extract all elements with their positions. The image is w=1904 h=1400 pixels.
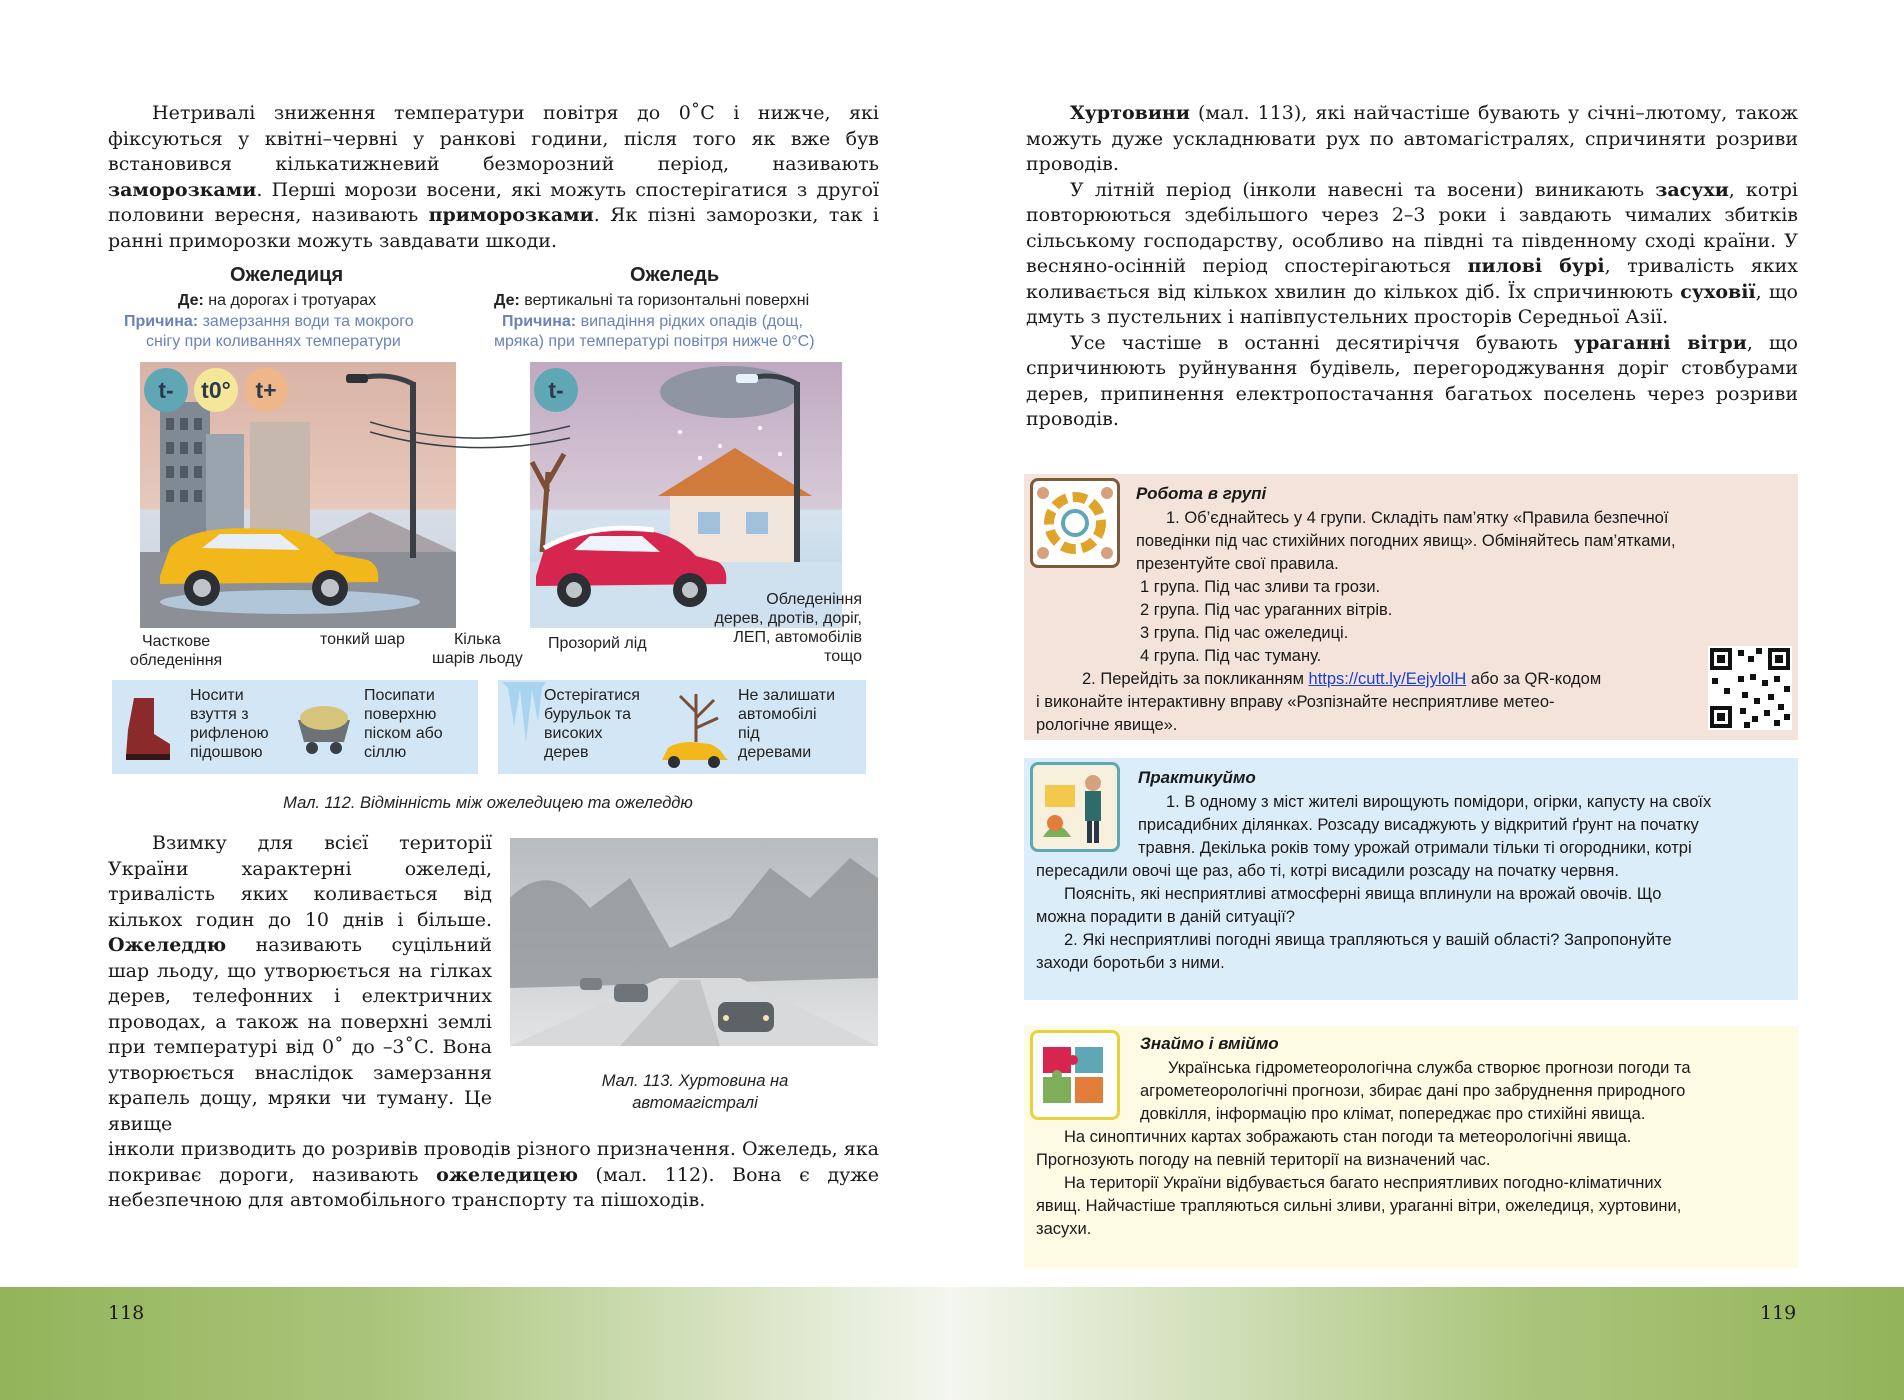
callout-thin-layer: тонкий шар	[320, 631, 405, 648]
glaze-scene	[530, 362, 842, 628]
group-task2-line2: і виконайте інтерактивну вправу «Розпізнайте несприятливе метео-	[1036, 693, 1555, 711]
tip-car-under-trees: Не залишати автомобілі під деревами	[738, 687, 836, 761]
group-task1-line2: поведінки під час стихійних погодних явищ». Обміняйтесь пам’ятками,	[1136, 532, 1676, 550]
tip-ribbed-shoes: Носити взуття з рифленою підошвою	[190, 687, 269, 761]
task-link[interactable]: https://cutt.ly/EejylolH	[1308, 670, 1467, 688]
qr-code-icon[interactable]	[1708, 646, 1792, 730]
group-task1-line3: презентуйте свої правила.	[1136, 555, 1339, 573]
know-line6: На території України відбувається багато несприятливих погодно-кліматичних	[1064, 1174, 1662, 1192]
group-work-title: Робота в групі	[1136, 484, 1267, 503]
blizzard-paragraph: Хуртовини (мал. 113), які найчастіше бувають у січні–лютому, також можуть дуже ускладнювати рух по автомагістралях, спричиняти розриви проводів. У літній період (інколи навесні та восени) виникають засухи, котрі повторюються здебільшого через 2–3 роки і завдають чималих збитків сільському господарству, особливо на півдні та південному сході країни. У весняно-осінній період спостерігаються пилові бурі, тривалість яких коливається від кількох хвилин до кількох діб. Їх спричинюють суховії, що дмуть з пустельних і напівпустельних просторів Середньої Азії. Усе частіше в останні десятиріччя бувають ураганні вітри, що спричинюють руйнування будівель, перегороджування доріг стовбурами дерев, припинення електропостачання багатьох поселень через розриви проводів.	[1026, 102, 1798, 430]
sand-cart-icon	[294, 698, 354, 758]
practice-line7: 2. Які несприятливі погодні явища трапляються у вашій області? Запропонуйте	[1064, 931, 1672, 949]
group-task1-line1: 1. Об’єднайтесь у 4 групи. Складіть пам’ятку «Правила безпечної	[1166, 509, 1669, 527]
group-task2-line3: рологічне явище».	[1036, 716, 1178, 734]
glaze-paragraph: Взимку для всієї території України характерні ожеледі, тривалість яких коливається від кількох годин до 10 днів і більше. Ожеледдю називають суцільний шар льоду, що утворюється на гілках дерев, телефонних і електричних проводах, а також на поверхні землі при температурі від 0˚ до –3˚С. Вона утворюється внаслідок замерзання крапель дощу, мряки чи туману. Це явище	[108, 832, 492, 1135]
know-and-can-box	[1024, 1026, 1798, 1268]
callout-icing-objects: Обледеніння дерев, дротів, доріг, ЛЕП, автомобілів тощо	[714, 591, 862, 665]
caption-fig-113: Мал. 113. Хуртовина на автомагістралі	[601, 1072, 789, 1112]
blizzard-photo	[510, 838, 878, 1046]
group-4: 4 група. Під час туману.	[1140, 647, 1322, 665]
temp-zero-bubble: t0°	[194, 368, 238, 412]
temp-below-zero-bubble: t-	[144, 368, 188, 412]
tip-beware-icicles: Остерігатися бурульок та високих дерев	[544, 687, 640, 761]
group-task2-line1: 2. Перейдіть за покликанням https://cutt.ly/EejylolH або за QR-кодом	[1082, 670, 1602, 688]
icing-scene	[140, 362, 456, 628]
glaze-cause-2: мряка) при температурі повітря нижче 0°C)	[494, 333, 815, 350]
know-line1: Українська гідрометеорологічна служба створює прогнози погоди та	[1168, 1059, 1691, 1077]
know-title: Знаймо і вміймо	[1140, 1034, 1279, 1053]
glaze-paragraph-cont: інколи призводить до розривів проводів різного призначення. Ожеледь, яка покриває дороги, називають ожеледицею (мал. 112). Вона є дуже небезпечною для автомобільного транспорту та пішоходів.	[108, 1138, 879, 1211]
practice-line4: пересадили овочі ще раз, або ті, котрі висадили розсаду на початку червня.	[1036, 862, 1619, 880]
practice-line8: заходи боротьби з ними.	[1036, 954, 1225, 972]
group-1: 1 група. Під час зливи та грози.	[1140, 578, 1381, 596]
glaze-temp-bubble: t-	[534, 368, 578, 412]
glaze-where: Де: вертикальні та горизонтальні поверхні	[494, 292, 810, 309]
page-number-left: 118	[108, 1302, 145, 1324]
practice-line3: травня. Декілька років тому урожай отримали тільки ті огородники, котрі	[1138, 839, 1692, 857]
icicles-icon	[502, 682, 546, 752]
know-line4: На синоптичних картах зображають стан погоди та метеорологічні явища.	[1064, 1128, 1632, 1146]
frost-paragraph: Нетривалі зниження температури повітря до 0˚С і нижче, які фіксуються у квітні–червні у ранкові години, після того як вже був встановився кількатижневий безморозний період, називають заморозками. Перші морози восени, які можуть спостерігатися з другої половини вересня, називають приморозками. Як пізні заморозки, так і ранні приморозки можуть завдавати шкоди.	[108, 102, 879, 252]
temp-above-zero-bubble: t+	[244, 368, 288, 412]
practice-line1: 1. В одному з міст жителі вирощують помідори, огірки, капусту на своїх	[1166, 793, 1712, 811]
know-line3: довкілля, інформацію про клімат, попереджає про стихійні явища.	[1140, 1105, 1646, 1123]
power-wires	[370, 412, 570, 462]
know-line7: явищ. Найчастіше трапляються сильні зливи, ураганні вітри, ожеледиця, хуртовини,	[1036, 1197, 1682, 1215]
practice-title: Практикуймо	[1138, 768, 1256, 787]
caption-fig-112: Мал. 112. Відмінність між ожеледицею та ожеледдю	[283, 794, 693, 812]
practice-line5: Поясніть, які несприятливі атмосферні явища вплинули на врожай овочів. Що	[1064, 885, 1662, 903]
icing-title: Ожеледиця	[230, 264, 344, 286]
icing-where: Де: на дорогах і тротуарах	[178, 292, 377, 309]
puzzle-icon	[1030, 1030, 1120, 1120]
boot-icon	[120, 694, 174, 764]
tip-sand-salt: Посипати поверхню піском або сіллю	[364, 687, 443, 761]
callout-partial-icing: Часткове обледеніння	[130, 633, 223, 669]
callout-clear-ice: Прозорий лід	[548, 635, 647, 652]
icing-scene-art	[140, 362, 456, 628]
glaze-cause: Причина: випадіння рідких опадів (дощ,	[502, 313, 803, 330]
figure-112-icing-vs-glaze	[110, 262, 866, 774]
page-number-right: 119	[1760, 1302, 1797, 1324]
know-line2: агрометеорологічні прогнози, збирає дані про забруднення природного	[1140, 1082, 1686, 1100]
practice-line6: можна порадити в даній ситуації?	[1036, 908, 1295, 926]
icing-cause: Причина: замерзання води та мокрого	[124, 313, 414, 330]
know-line8: засухи.	[1036, 1220, 1092, 1238]
practice-icon	[1030, 762, 1120, 852]
know-line5: Прогнозують погоду на певній території на визначений час.	[1036, 1151, 1491, 1169]
photo-113-blizzard	[510, 838, 878, 1046]
tree-car-icon	[658, 688, 738, 772]
group-work-icon	[1030, 478, 1120, 568]
icing-cause-2: снігу при коливаннях температури	[146, 333, 401, 350]
practice-line2: присадибних ділянках. Розсаду висаджують у відкритий ґрунт на початку	[1138, 816, 1699, 834]
glaze-scene-art	[530, 362, 842, 628]
group-3: 3 група. Під час ожеледиці.	[1140, 624, 1349, 642]
group-work-box	[1024, 474, 1798, 740]
callout-several-layers: Кілька шарів льоду	[432, 631, 523, 667]
group-2: 2 група. Під час ураганних вітрів.	[1140, 601, 1393, 619]
practice-box	[1024, 758, 1798, 1000]
glaze-title: Ожеледь	[630, 264, 720, 286]
